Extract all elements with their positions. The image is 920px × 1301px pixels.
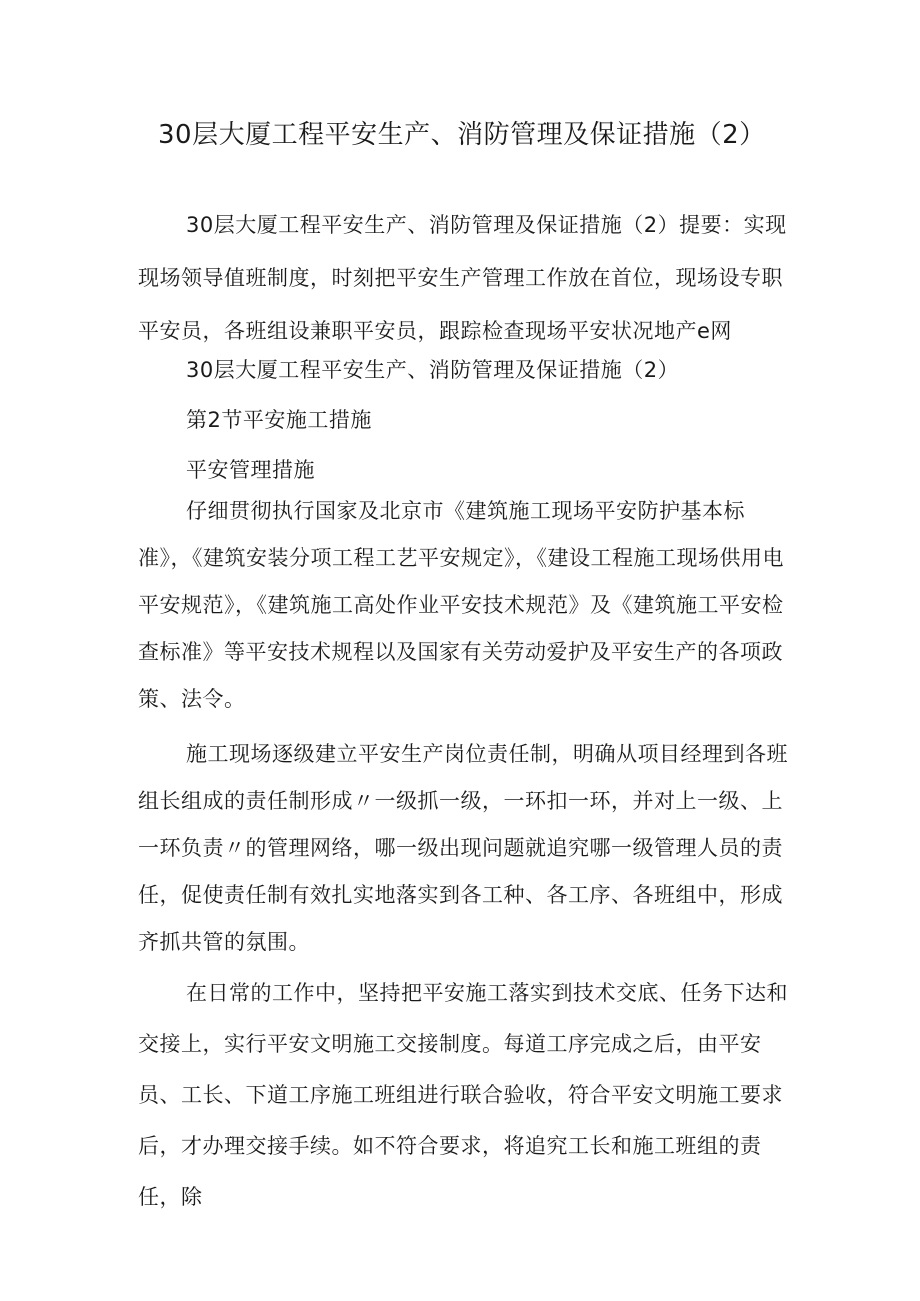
subtitle-paragraph: 30层大厦工程平安生产、消防管理及保证措施（2）: [186, 358, 680, 382]
document-title: 30层大厦工程平安生产、消防管理及保证措施（2）: [158, 120, 766, 150]
section-heading: 第2节平安施工措施: [186, 408, 372, 432]
body-paragraph: 施工现场逐级建立平安生产岗位责任制，明确从项目经理到各班组长组成的责任制形成〃一级抓一级，一环扣一环，并对上一级、上一环负责〃的管理网络，哪一级出现问题就追究哪一级管理人员的责任，促使责任制有效扎实地落实到各工种、各工序、各班组中，形成齐抓共管的氛围。: [138, 742, 788, 954]
body-paragraph: 仔细贯彻执行国家及北京市《建筑施工现场平安防护基本标准》，《建筑安装分项工程工艺平安规定》，《建设工程施工现场供用电平安规范》，《建筑施工高处作业平安技术规范》及《建筑施工平安检查标准》等平安技术规程以及国家有关劳动爱护及平安生产的各项政策、法令。: [138, 499, 784, 711]
subsection-heading: 平安管理措施: [186, 458, 315, 482]
body-paragraph: 在日常的工作中，坚持把平安施工落实到技术交底、任务下达和交接上，实行平安文明施工交接制度。每道工序完成之后，由平安员、工长、下道工序施工班组进行联合验收，符合平安文明施工要求后，才办理交接手续。如不符合要求，将追究工长和施工班组的责任，除: [138, 981, 788, 1209]
summary-paragraph: 30层大厦工程平安生产、消防管理及保证措施（2）提要：实现现场领导值班制度，时刻把平安生产管理工作放在首位，现场设专职平安员，各班组设兼职平安员，跟踪检查现场平安状况地产e网: [138, 213, 787, 343]
